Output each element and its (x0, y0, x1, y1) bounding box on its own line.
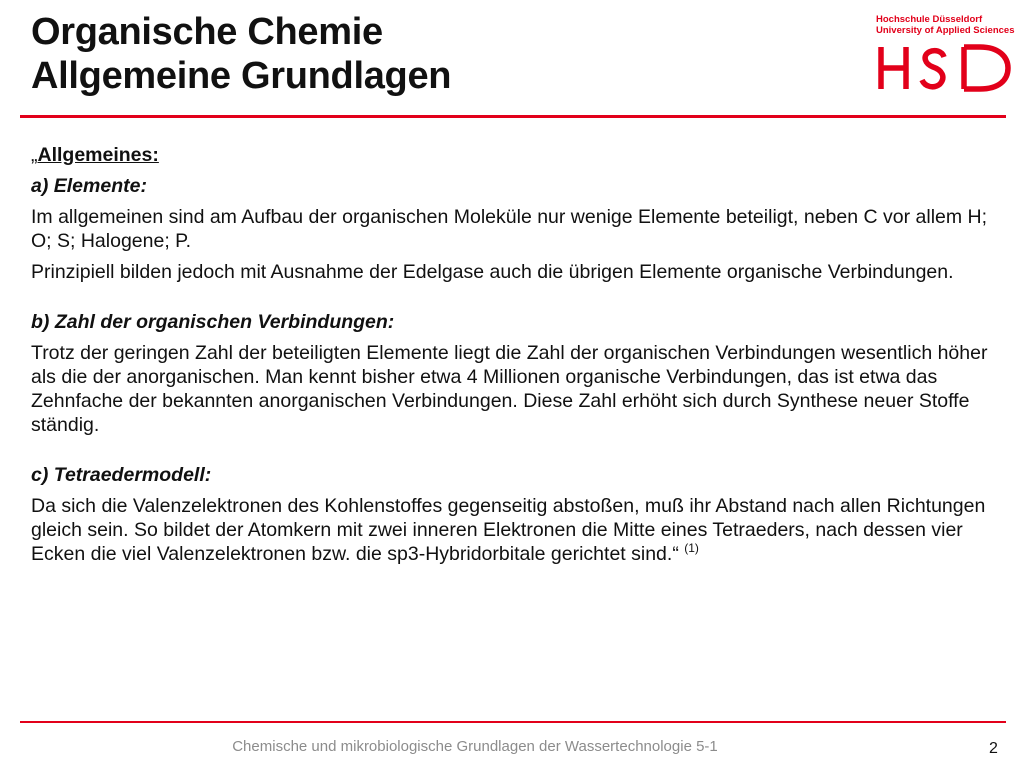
section-title (31, 143, 996, 167)
paragraph-elemente-2: Prinzipiell bilden jedoch mit Ausnahme der Edelgase auch die übrigen Elemente organische Verbindungen. (31, 261, 954, 283)
opening-quote: „ (31, 144, 38, 166)
title-line-2: Allgemeine Grundlagen (31, 55, 452, 97)
footer-text: Chemische und mikrobiologische Grundlagen der Wassertechnologie 5-1 (232, 738, 718, 755)
hsd-logo (876, 44, 1012, 92)
heading-zahl: b) Zahl der organischen Verbindungen: (31, 311, 395, 333)
paragraph-tetraedermodell-text: Da sich die Valenzelektronen des Kohlenstoffes gegenseitig abstoßen, muß ihr Abstand nach allen Richtungen gleich sein. So bildet der Atomkern mit zwei inneren Elektronen die Mitte eines Tetraeders, nach dessen vier Ecken die viel Valenzelektronen bzw. die sp3-Hybridorbitale gerichtet sind.“ (31, 495, 986, 565)
university-name-line-1: Hochschule Düsseldorf (876, 14, 983, 25)
heading-tetraedermodell: c) Tetraedermodell: (31, 464, 212, 486)
slide-title (31, 10, 451, 98)
university-name (876, 14, 1015, 36)
title-line-1: Organische Chemie (31, 11, 383, 53)
section-title-text: Allgemeines: (37, 144, 159, 166)
footnote-reference: (1) (684, 541, 699, 555)
paragraph-elemente-1: Im allgemeinen sind am Aufbau der organischen Moleküle nur wenige Elemente beteiligt, neben C vor allem H; O; S; Halogene; P. (31, 206, 988, 252)
page-number: 2 (989, 740, 998, 757)
university-name-line-2: University of Applied Sciences (876, 25, 1015, 36)
header-divider (20, 115, 1006, 118)
heading-elemente: a) Elemente: (31, 175, 147, 197)
paragraph-tetraedermodell (31, 494, 996, 566)
footer-divider (20, 721, 1006, 723)
slide-body (31, 143, 996, 573)
paragraph-zahl: Trotz der geringen Zahl der beteiligten Elemente liegt die Zahl der organischen Verbindungen wesentlich höher als die der anorganischen. Man kennt bisher etwa 4 Millionen organische Verbindungen, das ist etwa das Zehnfache der bekannten anorganischen Verbindungen. Diese Zahl erhöht sich durch Synthese neuer Stoffe ständig. (31, 342, 988, 436)
